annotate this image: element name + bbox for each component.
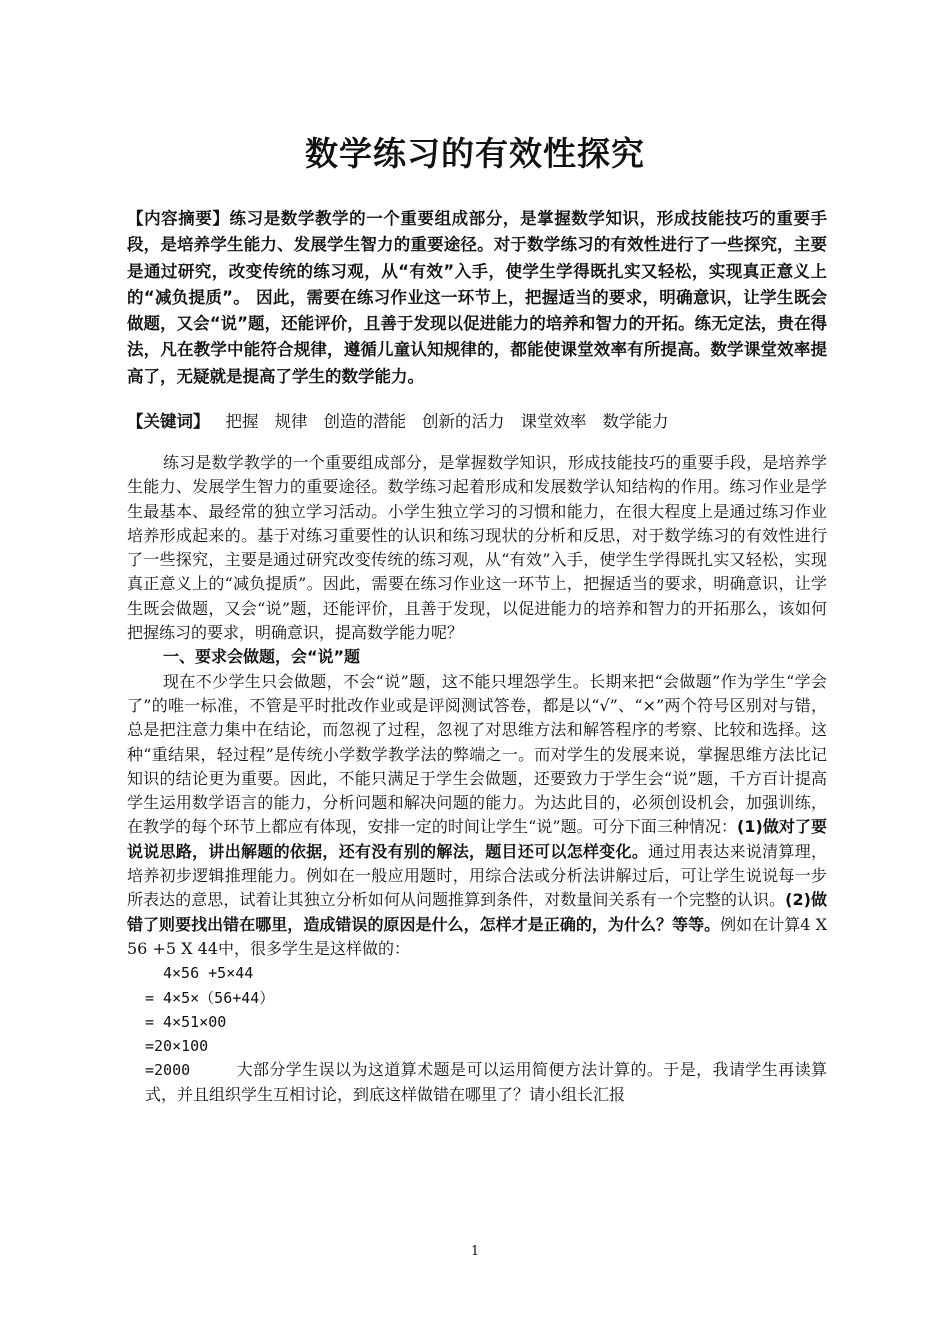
paragraph-text: 现在不少学生只会做题，不会“说”题，这不能只埋怨学生。长期来把“会做题”作为学生“学会了”的唯一标准，不管是平时批改作业或是评阅测试答卷，都是以“√”、“×”两个符号区别对与错，总是把注意力集中在结论，而忽视了过程，忽视了对思维方法和解答程序的考察、比较和选择。这种“重结果，轻过程”是传统小学数学教学法的弊端之一。而对学生的发展来说，掌握思维方法比记知识的结论更为重要。因此，不能只满足于学生会做题，还要致力于学生会“说”题，千方百计提高学生运用数学语言的能力，分析问题和解决问题的能力。为达此目的，必须创设机会，加强训练，在教学的每个环节上都应有体现，安排一定的时间让学生“说”题。可分下面三种情况： [127,671,827,837]
keyword-item: 课堂效率 [520,412,587,431]
body-text [127,451,827,1107]
page-title: 数学练习的有效性探究 [305,134,645,173]
calc-line: = 4×51×00 [145,1012,227,1031]
keyword-item: 把握 [225,412,259,431]
paragraph-text: 通过用表达来说清算理，培养初步逻辑推理能力。例如在一般应用题时，用综合法或分析法讲解过后，可让学生说说每一步所表达的意思，试着让其独立分析如何从问题推算到条件，对数量间关系有一个完整的认识。 [127,841,827,910]
keywords-label: 【关键词】 [127,412,210,431]
keyword-item: 创新的活力 [422,412,505,431]
intro-paragraph: 练习是数学教学的一个重要组成部分，是掌握数学知识，形成技能技巧的重要手段，是培养学生能力、发展学生智力的重要途径。数学练习起着形成和发展数学认知结构的作用。练习作业是学生最基本、最经常的独立学习活动。小学生独立学习的习惯和能力，在很大程度上是通过练习作业培养形成起来的。基于对练习重要性的认识和练习现状的分析和反思，对于数学练习的有效性进行了一些探究，主要是通过研究改变传统的练习观，从“有效”入手，使学生学得既扎实又轻松，实现真正意义上的“减负提质”。因此，需要在练习作业这一环节上，把握适当的要求，明确意识，让学生既会做题，又会“说”题，还能评价，且善于发现，以促进能力的培养和智力的开拓那么，该如何把握练习的要求，明确意识，提高数学能力呢？ [127,453,827,643]
page-number: 1 [470,1244,480,1259]
closing-paragraph [127,1058,827,1107]
emphasis-text: (1)做对了要说说思路，讲出解题的依据，还有没有别的解法，题目还可以怎样变化。 [127,817,827,861]
calc-line: =20×100 [145,1037,209,1056]
paragraph-text: 例如在计算4 X 56 +5 X 44中，很多学生是这样做的： [127,914,827,958]
paragraph-text: 大部分学生误以为这道算术题是可以运用简便方法计算的。于是，我请学生再读算式，并且组织学生互相讨论，到底这样做错在哪里了？请小组长汇报 [145,1060,827,1104]
abstract-text: 练习是数学教学的一个重要组成部分，是掌握数学知识，形成技能技巧的重要手段，是培养学生能力、发展学生智力的重要途径。对于数学练习的有效性进行了一些探究，主要是通过研究，改变传统的练习观，从“有效”入手，使学生学得既扎实又轻松，实现真正意义上的“减负提质”。 因此，需要在练习作业这一环节上，把握适当的要求，明确意识，让学生既会做题，又会“说”题，还能评价，且善于发现以促进能力的培养和智力的开拓。练无定法，贵在得法，凡在教学中能符合规律，遵循儿童认知规律的，都能使课堂效率有所提高。数学课堂效率提高了，无疑就是提高了学生的数学能力。 [127,209,828,386]
keyword-item: 数学能力 [602,412,669,431]
keywords [127,409,827,435]
section-heading: 一、要求会做题，会“说”题 [163,647,361,667]
calc-line: = 4×5×（56+44） [145,988,275,1007]
abstract [127,206,827,390]
abstract-label: 【内容摘要】 [127,209,230,228]
keyword-item: 创造的潜能 [323,412,406,431]
keyword-item: 规律 [274,412,308,431]
section-paragraph [127,670,827,962]
emphasis-text: (2)做错了则要找出错在哪里，造成错误的原因是什么，怎样才是正确的，为什么？等等。 [127,890,827,934]
calc-line: =2000 [145,1061,191,1080]
calc-line: 4×56 +5×44 [163,964,254,983]
